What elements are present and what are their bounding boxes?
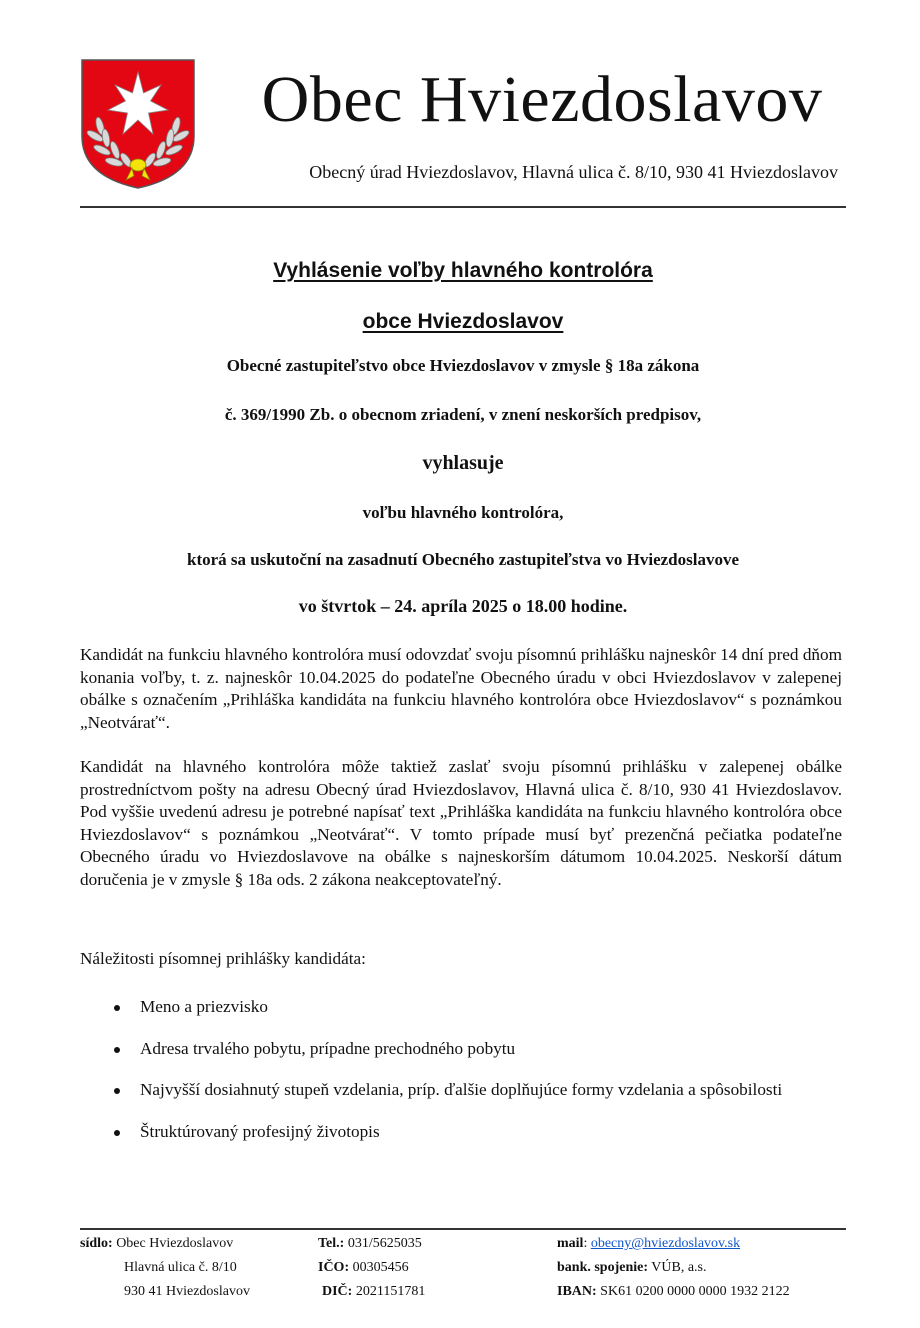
paragraph-postal-submission: Kandidát na hlavného kontrolóra môže taktiež zaslať svoju písomnú prihlášku v zalepenej obálke prostredníctvom pošty na adresu Obecný úrad Hviezdoslavov, Hlavná ulica č. 8/10, 930 41 Hviezdoslavov. Pod vyššie uvedenú adresu je potrebné napísať text „Prihláška kandidáta na funkciu hlavného kontrolóra obce Hviezdoslavov“ s poznámkou „Neotvárať“. V tomto prípade musí byť prezenčná pečiatka podateľne Obecného úradu vo Hviezdoslavove na obálke s najneskorším dátumom 10.04.2025. Neskorší dátum doručenia je v zmysle § 18a ods. 2 zákona neakceptovateľný. — [80, 757, 842, 889]
footer-divider — [80, 1228, 846, 1230]
bank-label: bank. spojenie: — [557, 1260, 649, 1275]
dic-label: DIČ: — [322, 1284, 353, 1299]
list-item: Najvyšší dosiahnutý stupeň vzdelania, príp. ďalšie doplňujúce formy vzdelania a spôsobilosti — [80, 1079, 846, 1102]
list-item: Adresa trvalého pobytu, prípadne prechodného pobytu — [80, 1038, 846, 1061]
ico-label: IČO: — [318, 1260, 350, 1275]
requirements-list — [80, 996, 846, 1162]
email-link[interactable]: obecny@hviezdoslavov.sk — [590, 1236, 741, 1251]
preamble-line-4: voľbu hlavného kontrolóra, — [362, 503, 564, 522]
footer-seat — [80, 1232, 310, 1304]
header-divider — [80, 206, 846, 208]
paragraph-submission: Kandidát na funkciu hlavného kontrolóra musí odovzdať svoju písomnú prihlášku najneskôr 14 dní pred dňom konania voľby, t. z. najneskôr 10.04.2025 do podateľne Obecného úradu v obci Hviezdoslavov v zalepenej obálke s označením „Prihláška kandidáta na funkciu hlavného kontrolóra obce Hviezdoslavov“ s poznámkou „Neotvárať“. — [80, 645, 842, 732]
tel-label: Tel.: — [318, 1236, 345, 1251]
preamble-line-5: ktorá sa uskutoční na zasadnutí Obecného zastupiteľstva vo Hviezdoslavove — [186, 550, 739, 569]
iban-value: SK61 0200 0000 0000 1932 2122 — [600, 1284, 790, 1299]
ico-value: 00305456 — [352, 1260, 409, 1275]
bullet-icon — [114, 1130, 120, 1136]
coat-of-arms-icon — [80, 58, 196, 190]
preamble-declares: vyhlasuje — [422, 452, 504, 474]
tel-value: 031/5625035 — [347, 1236, 422, 1251]
preamble-line-2: č. 369/1990 Zb. o obecnom zriadení, v znení neskorších predpisov, — [224, 405, 702, 424]
footer-contact: mail: obecny@hviezdoslavov.sk bank. spojenie: VÚB, a.s. IBAN: SK61 0200 0000 0000 1932 2122 — [557, 1236, 790, 1299]
bullet-icon — [114, 1005, 120, 1011]
organization-name: Obec Hviezdoslavov — [261, 63, 823, 136]
requirements-heading: Náležitosti písomnej prihlášky kandidáta: — [80, 949, 366, 968]
election-date: vo štvrtok – 24. apríla 2025 o 18.00 hodine. — [298, 596, 628, 616]
document-title: Vyhlásenie voľby hlavného kontrolóra — [273, 259, 653, 282]
bullet-icon — [114, 1088, 120, 1094]
document-subtitle: obce Hviezdoslavov — [362, 310, 564, 333]
dic-value: 2021151781 — [355, 1284, 426, 1299]
mail-label: mail — [557, 1236, 584, 1251]
bank-value: VÚB, a.s. — [651, 1260, 707, 1275]
seat-label: sídlo: — [80, 1236, 113, 1251]
preamble-line-1: Obecné zastupiteľstvo obce Hviezdoslavov v zmysle § 18a zákona — [226, 356, 700, 375]
list-item: Štruktúrovaný profesijný životopis — [80, 1121, 846, 1144]
list-item: Meno a priezvisko — [80, 996, 846, 1019]
seat-line-3: 930 41 Hviezdoslavov — [124, 1284, 250, 1299]
organization-address: Obecný úrad Hviezdoslavov, Hlavná ulica č. 8/10, 930 41 Hviezdoslavov — [309, 162, 838, 182]
bullet-icon — [114, 1047, 120, 1053]
seat-line-2: Hlavná ulica č. 8/10 — [124, 1260, 237, 1275]
seat-line-1: Obec Hviezdoslavov — [116, 1236, 234, 1251]
footer-ids — [318, 1232, 548, 1304]
iban-label: IBAN: — [557, 1284, 597, 1299]
